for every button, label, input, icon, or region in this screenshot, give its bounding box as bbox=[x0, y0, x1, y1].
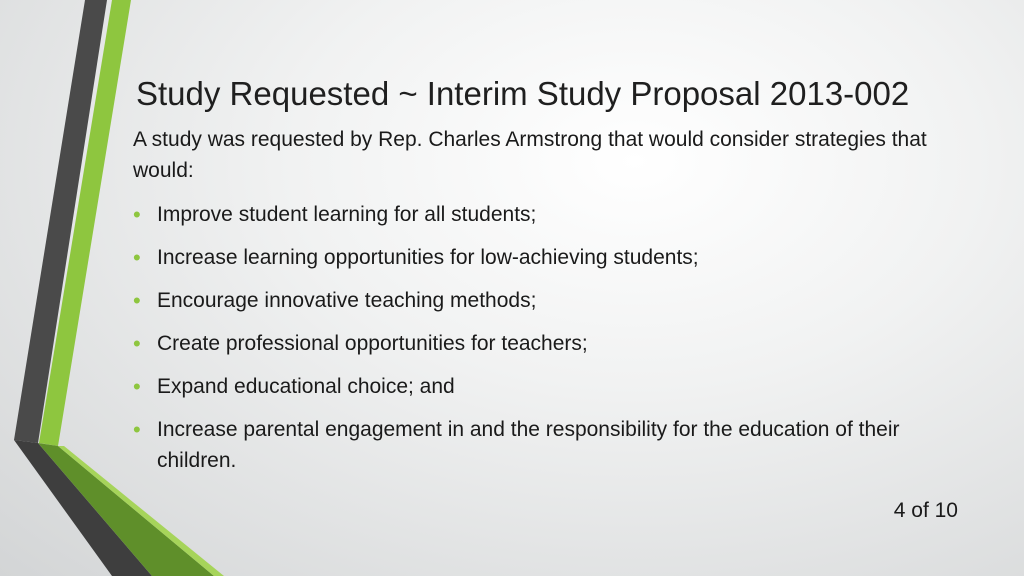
bullet-text: Expand educational choice; and bbox=[157, 375, 455, 398]
bullet-item bbox=[133, 371, 963, 402]
bullet-dot-icon: • bbox=[133, 417, 141, 442]
slide-title: Study Requested ~ Interim Study Proposal 2013-002 bbox=[136, 75, 910, 112]
bullet-item bbox=[133, 199, 963, 230]
bullet-dot-icon: • bbox=[133, 245, 141, 270]
bullet-list bbox=[133, 199, 963, 488]
page-number: 4 of 10 bbox=[893, 499, 958, 522]
bullet-item bbox=[133, 285, 963, 316]
bullet-text: Create professional opportunities for teachers; bbox=[157, 332, 588, 355]
intro-text: A study was requested by Rep. Charles Armstrong that would consider strategies that would: bbox=[133, 128, 927, 182]
bullet-dot-icon: • bbox=[133, 202, 141, 227]
bullet-item bbox=[133, 242, 963, 273]
bullet-dot-icon: • bbox=[133, 331, 141, 356]
bullet-text: Improve student learning for all students; bbox=[157, 203, 537, 226]
bullet-dot-icon: • bbox=[133, 288, 141, 313]
bullet-item bbox=[133, 328, 963, 359]
bullet-item bbox=[133, 414, 963, 476]
bullet-dot-icon: • bbox=[133, 374, 141, 399]
bullet-text: Encourage innovative teaching methods; bbox=[157, 289, 537, 312]
bullet-text: Increase learning opportunities for low-achieving students; bbox=[157, 246, 699, 269]
bullet-text: Increase parental engagement in and the responsibility for the education of their children. bbox=[157, 418, 900, 472]
